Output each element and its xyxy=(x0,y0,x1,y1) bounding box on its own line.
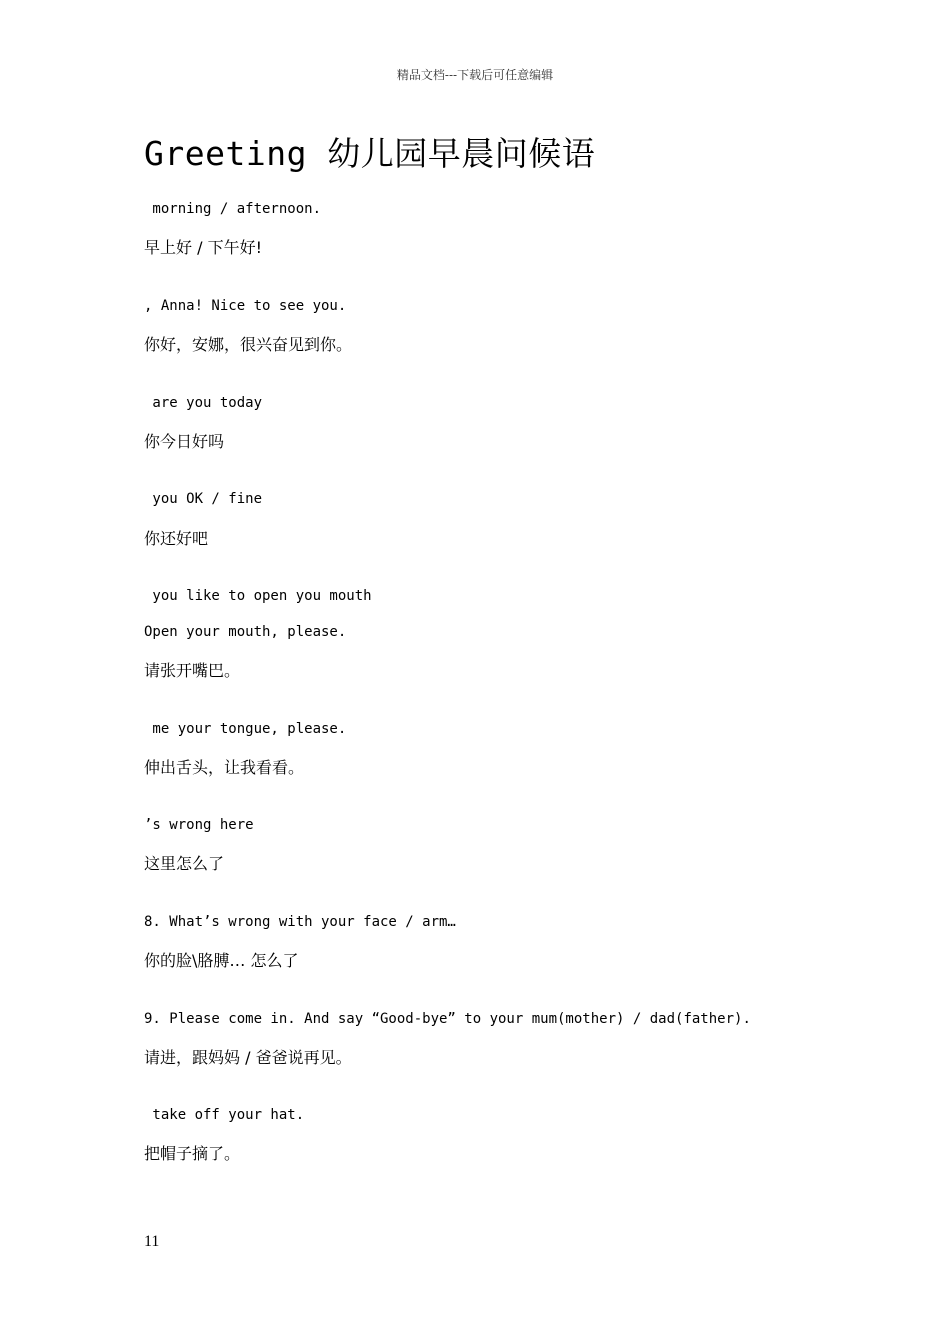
chinese-line: 你今日好吗 xyxy=(144,432,225,451)
english-line: are you today xyxy=(144,395,263,411)
english-line: me your tongue, please. xyxy=(144,721,347,737)
english-line: you like to open you mouth xyxy=(144,588,372,604)
english-line: morning / afternoon. xyxy=(144,201,322,217)
page-number: 11 xyxy=(144,1233,160,1250)
chinese-line: 早上好 / 下午好! xyxy=(144,238,262,257)
english-line: ’s wrong here xyxy=(144,817,254,833)
english-line: , Anna! Nice to see you. xyxy=(144,298,347,314)
chinese-line: 你还好吧 xyxy=(144,529,209,548)
english-line: you OK / fine xyxy=(144,491,263,507)
english-line: 9. Please come in. And say “Good-bye” to your mum(mother) / dad(father). xyxy=(144,1011,751,1027)
document-title: Greeting 幼儿园早晨问候语 xyxy=(144,134,596,173)
page-header: 精品文档---下载后可任意编辑 xyxy=(396,68,554,82)
english-line: take off your hat. xyxy=(144,1107,305,1123)
english-line: 8. What’s wrong with your face / arm… xyxy=(144,914,456,930)
chinese-line: 把帽子摘了。 xyxy=(144,1144,241,1163)
chinese-line: 你的脸\胳膊… 怎么了 xyxy=(144,951,299,970)
chinese-line: 伸出舌头，让我看看。 xyxy=(144,758,305,777)
chinese-line: 这里怎么了 xyxy=(144,854,225,873)
chinese-line: 请进，跟妈妈 / 爸爸说再见。 xyxy=(144,1048,352,1067)
english-line: Open your mouth, please. xyxy=(144,624,347,640)
chinese-line: 请张开嘴巴。 xyxy=(144,661,241,680)
chinese-line: 你好，安娜，很兴奋见到你。 xyxy=(144,335,353,354)
